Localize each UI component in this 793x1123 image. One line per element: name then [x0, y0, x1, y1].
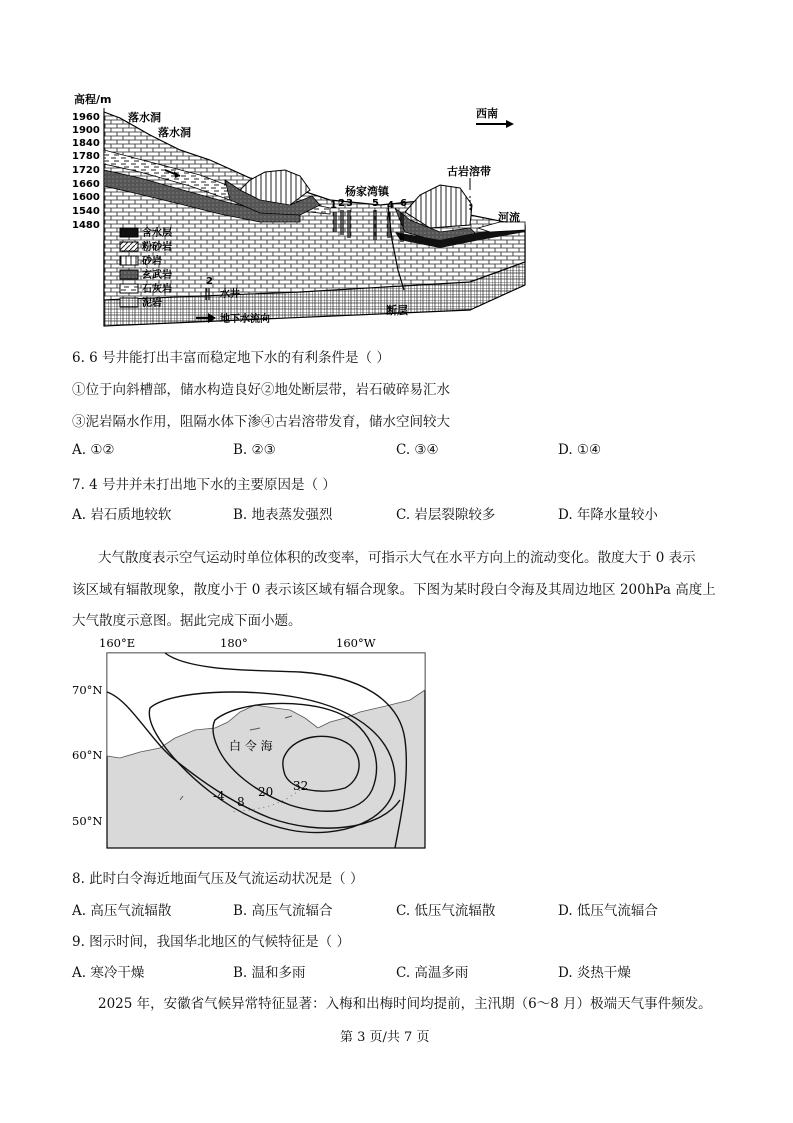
well-label-1: 1 [330, 200, 337, 211]
y-tick-1840: 1840 [72, 138, 100, 149]
y-tick-1660: 1660 [72, 179, 100, 190]
q6-option-c[interactable]: C. ③④ [396, 442, 439, 458]
label-direction: 西南 [476, 107, 498, 120]
page-footer: 第 3 页/共 7 页 [340, 1030, 430, 1045]
legend-fenshayan: 粉砂岩 [142, 242, 172, 253]
passage2-line-1: 2025 年，安徽省气候异常特征显著：入梅和出梅时间均提前，主汛期（6～8 月）极端天气事件频发。 [98, 996, 712, 1012]
geologic-cross-section-figure [0, 0, 793, 340]
well-label-5: 5 [372, 198, 379, 209]
legend-hanshui: 含水层 [142, 228, 172, 239]
label-luoshuidong-1: 落水洞 [128, 111, 161, 124]
q7-stem: 7. 4 号井并未打出地下水的主要原因是（ ） [72, 477, 336, 493]
contour-label-8: 8 [237, 795, 245, 809]
q7-option-c[interactable]: C. 岩层裂隙较多 [396, 507, 496, 523]
legend-shayan: 砂岩 [142, 256, 162, 267]
lat-label-50n: 50°N [72, 814, 103, 828]
q8-option-b[interactable]: B. 高压气流辐合 [233, 903, 333, 919]
q9-option-b[interactable]: B. 温和多雨 [233, 965, 306, 981]
sea-label: 白 令 海 [229, 739, 273, 753]
y-tick-1540: 1540 [72, 206, 100, 217]
label-guyanrong: 古岩溶带 [447, 165, 491, 178]
y-tick-1600: 1600 [72, 192, 100, 203]
q6-option-a[interactable]: A. ①② [72, 442, 115, 458]
y-axis-title: 高程/m [74, 93, 112, 106]
q6-option-b[interactable]: B. ②③ [233, 442, 276, 458]
y-tick-1720: 1720 [72, 165, 100, 176]
contour-label-32: 32 [293, 779, 309, 793]
label-yangjiawan: 杨家湾镇 [345, 185, 389, 198]
well-label-6: 6 [400, 198, 407, 209]
legend-well: 水井 [220, 289, 240, 300]
q9-option-c[interactable]: C. 高温多雨 [396, 965, 469, 981]
q7-option-d[interactable]: D. 年降水量较小 [558, 507, 658, 523]
y-tick-1960: 1960 [72, 112, 100, 123]
well-label-2: 2 [338, 198, 345, 209]
q8-option-a[interactable]: A. 高压气流辐散 [72, 903, 172, 919]
q8-option-d[interactable]: D. 低压气流辐合 [558, 903, 658, 919]
q8-stem: 8. 此时白令海近地面气压及气流运动状况是（ ） [72, 871, 364, 887]
q6-line-2: ③泥岩隔水作用，阻隔水体下渗④古岩溶带发育，储水空间较大 [72, 414, 450, 430]
passage-line-1: 大气散度表示空气运动时单位体积的改变率，可指示大气在水平方向上的流动变化。散度大于 0 表示 [98, 550, 696, 566]
lon-label-180: 180° [220, 636, 248, 650]
well-label-4: 4 [387, 200, 394, 211]
lon-label-160w: 160°W [336, 636, 376, 650]
legend-well-number: 2 [206, 276, 213, 287]
contour-label-20: 20 [258, 785, 274, 799]
lat-label-70n: 70°N [72, 683, 103, 697]
contour-label-minus4: -4 [213, 789, 225, 803]
passage-line-2: 该区域有辐散现象，散度小于 0 表示该区域有辐合现象。下图为某时段白令海及其周边地区 200hPa 高度上 [72, 582, 716, 598]
q6-option-d[interactable]: D. ①④ [558, 442, 602, 458]
passage-line-3: 大气散度示意图。据此完成下面小题。 [72, 613, 302, 629]
divergence-map-figure [0, 630, 793, 860]
y-tick-1780: 1780 [72, 151, 100, 162]
q7-option-b[interactable]: B. 地表蒸发强烈 [233, 507, 333, 523]
q6-line-1: ①位于向斜槽部，储水构造良好②地处断层带，岩石破碎易汇水 [72, 382, 450, 398]
q8-option-c[interactable]: C. 低压气流辐散 [396, 903, 496, 919]
q6-stem: 6. 6 号井能打出丰富而稳定地下水的有利条件是（ ） [72, 350, 390, 366]
q9-option-d[interactable]: D. 炎热干燥 [558, 965, 631, 981]
legend-flow: 地下水流向 [220, 314, 270, 325]
well-label-3: 3 [346, 198, 353, 209]
lat-label-60n: 60°N [72, 748, 103, 762]
legend-niyan: 泥岩 [142, 298, 162, 309]
label-fault: 断层 [386, 304, 408, 317]
label-luoshuidong-2: 落水洞 [158, 126, 191, 139]
y-tick-1480: 1480 [72, 220, 100, 231]
q7-option-a[interactable]: A. 岩石质地较软 [72, 507, 172, 523]
q9-stem: 9. 图示时间，我国华北地区的气候特征是（ ） [72, 934, 350, 950]
label-river: 河流 [498, 211, 520, 224]
lon-label-160e: 160°E [99, 636, 136, 650]
q9-option-a[interactable]: A. 寒冷干燥 [72, 965, 145, 981]
legend-shihuiyan: 石灰岩 [142, 284, 172, 295]
legend-xuanwuyan: 玄武岩 [142, 270, 172, 281]
y-tick-1900: 1900 [72, 125, 100, 136]
